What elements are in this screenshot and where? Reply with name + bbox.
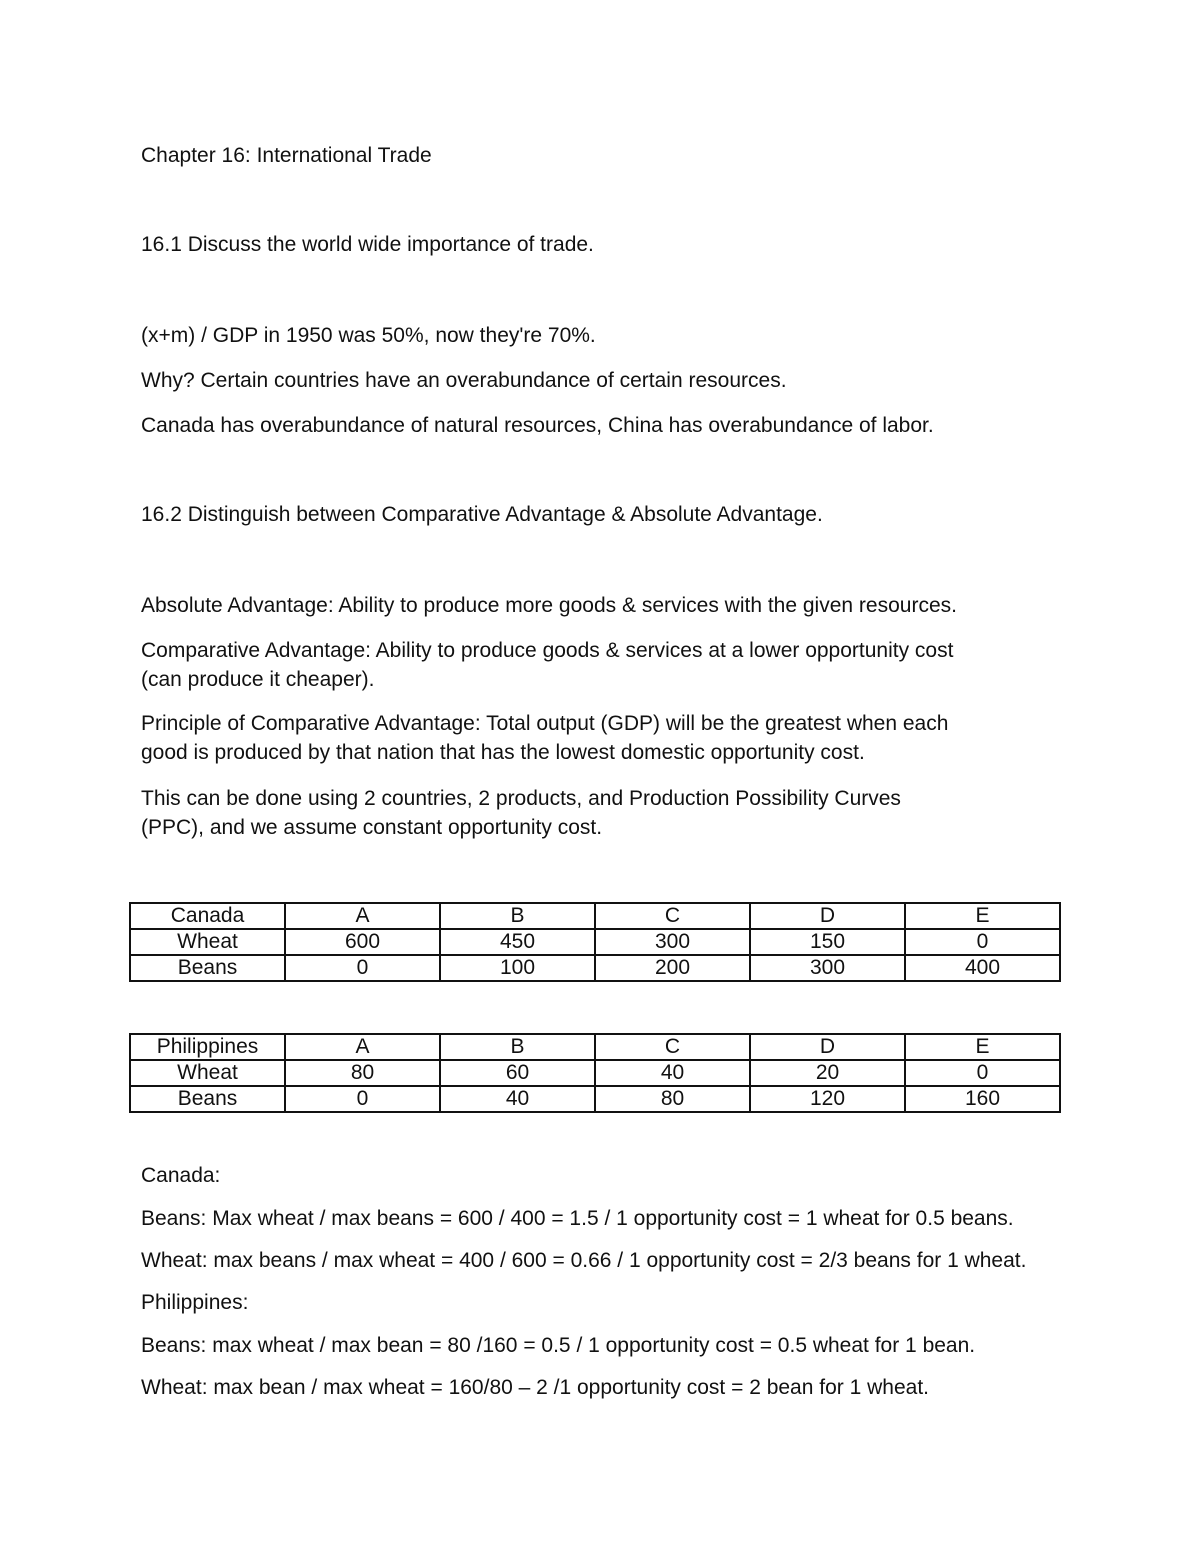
table-cell: 80 xyxy=(595,1086,750,1112)
table-header-row xyxy=(130,903,1060,929)
table-cell: Beans xyxy=(130,955,285,981)
table-row-wheat xyxy=(130,1060,1060,1086)
table-cell: 200 xyxy=(595,955,750,981)
principle-line-2: good is produced by that nation that has the lowest domestic opportunity cost. xyxy=(141,741,865,764)
section-heading-16-2: 16.2 Distinguish between Comparative Advantage & Absolute Advantage. xyxy=(141,503,823,526)
table-cell: Philippines xyxy=(130,1034,285,1060)
philippines-calc-label: Philippines: xyxy=(141,1291,249,1314)
table-row-beans xyxy=(130,955,1060,981)
table-cell: 60 xyxy=(440,1060,595,1086)
philippines-wheat-calc: Wheat: max bean / max wheat = 160/80 – 2 /1 opportunity cost = 2 bean for 1 wheat. xyxy=(141,1376,929,1399)
philippines-ppc-table xyxy=(129,1033,1061,1113)
table-cell: 40 xyxy=(595,1060,750,1086)
table-row-beans xyxy=(130,1086,1060,1112)
table-cell: 150 xyxy=(750,929,905,955)
table-cell: 20 xyxy=(750,1060,905,1086)
comparative-advantage-definition-line-1: Comparative Advantage: Ability to produce goods & services at a lower opportunity cost xyxy=(141,639,954,662)
section-heading-16-1: 16.1 Discuss the world wide importance of trade. xyxy=(141,233,594,256)
why-line: Why? Certain countries have an overabundance of certain resources. xyxy=(141,369,787,392)
table-cell: 0 xyxy=(905,929,1060,955)
canada-calc-label: Canada: xyxy=(141,1164,221,1187)
table-cell: B xyxy=(440,903,595,929)
ppc-line-2: (PPC), and we assume constant opportunity cost. xyxy=(141,816,603,839)
comparative-advantage-definition-line-2: (can produce it cheaper). xyxy=(141,668,375,691)
table-cell: 0 xyxy=(905,1060,1060,1086)
table-cell: 0 xyxy=(285,955,440,981)
table-cell: 120 xyxy=(750,1086,905,1112)
table-cell: 80 xyxy=(285,1060,440,1086)
table-cell: D xyxy=(750,903,905,929)
table-cell: D xyxy=(750,1034,905,1060)
table-cell: Wheat xyxy=(130,1060,285,1086)
table-cell: B xyxy=(440,1034,595,1060)
table-cell: 300 xyxy=(595,929,750,955)
canada-beans-calc: Beans: Max wheat / max beans = 600 / 400 = 1.5 / 1 opportunity cost = 1 wheat for 0.5 beans. xyxy=(141,1207,1014,1230)
table-cell: 450 xyxy=(440,929,595,955)
absolute-advantage-definition: Absolute Advantage: Ability to produce more goods & services with the given resources. xyxy=(141,594,957,617)
ppc-line-1: This can be done using 2 countries, 2 products, and Production Possibility Curves xyxy=(141,787,901,810)
table-cell: C xyxy=(595,1034,750,1060)
canada-wheat-calc: Wheat: max beans / max wheat = 400 / 600 = 0.66 / 1 opportunity cost = 2/3 beans for 1 wheat. xyxy=(141,1249,1027,1272)
table-header-row xyxy=(130,1034,1060,1060)
canada-ppc-table xyxy=(129,902,1061,982)
table-cell: E xyxy=(905,1034,1060,1060)
table-cell: 400 xyxy=(905,955,1060,981)
table-cell: 600 xyxy=(285,929,440,955)
table-cell: 300 xyxy=(750,955,905,981)
table-cell: E xyxy=(905,903,1060,929)
table-row-wheat xyxy=(130,929,1060,955)
table-cell: 100 xyxy=(440,955,595,981)
table-cell: 0 xyxy=(285,1086,440,1112)
principle-line-1: Principle of Comparative Advantage: Total output (GDP) will be the greatest when each xyxy=(141,712,949,735)
philippines-beans-calc: Beans: max wheat / max bean = 80 /160 = 0.5 / 1 opportunity cost = 0.5 wheat for 1 bean. xyxy=(141,1334,976,1357)
table-cell: Canada xyxy=(130,903,285,929)
table-cell: Beans xyxy=(130,1086,285,1112)
trade-ratio-line: (x+m) / GDP in 1950 was 50%, now they're 70%. xyxy=(141,324,596,347)
canada-china-line: Canada has overabundance of natural resources, China has overabundance of labor. xyxy=(141,414,934,437)
table-cell: 40 xyxy=(440,1086,595,1112)
table-cell: A xyxy=(285,903,440,929)
table-cell: Wheat xyxy=(130,929,285,955)
table-cell: C xyxy=(595,903,750,929)
table-cell: 160 xyxy=(905,1086,1060,1112)
table-cell: A xyxy=(285,1034,440,1060)
page-title: Chapter 16: International Trade xyxy=(141,144,432,167)
